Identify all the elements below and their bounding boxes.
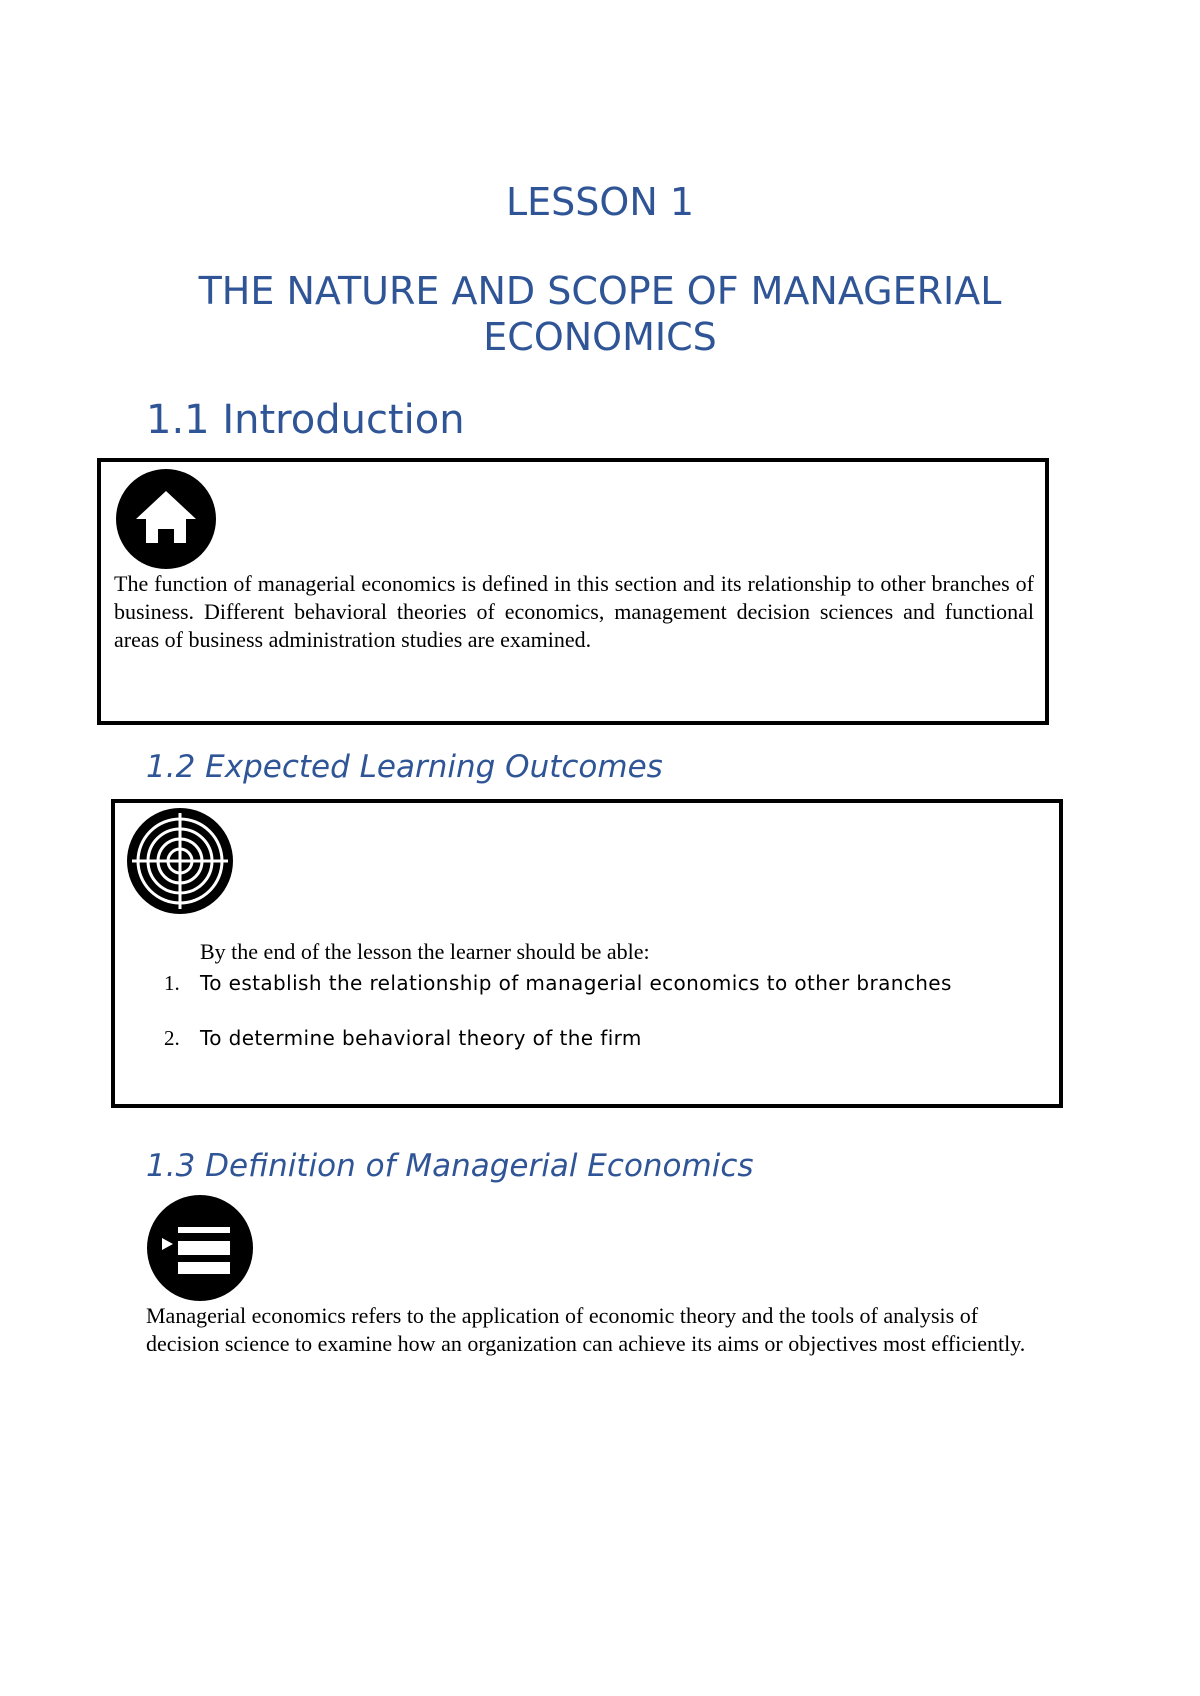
document-title-line-2: ECONOMICS	[483, 315, 717, 359]
list-icon	[146, 1194, 254, 1302]
outcomes-heading: 1.2 Expected Learning Outcomes	[146, 749, 663, 785]
outcome-item-2	[164, 1025, 642, 1051]
home-icon	[114, 467, 218, 571]
introduction-heading: 1.1 Introduction	[146, 397, 465, 443]
lesson-label: LESSON 1	[505, 180, 694, 224]
target-icon	[126, 807, 234, 915]
outcome-number: 1.	[164, 971, 180, 995]
outcome-text: To establish the relationship of managerial economics to other branches	[200, 971, 952, 995]
document-title-line-1: THE NATURE AND SCOPE OF MANAGERIAL	[198, 269, 1002, 313]
definition-heading: 1.3 Definition of Managerial Economics	[146, 1148, 754, 1184]
definition-text: Managerial economics refers to the application of economic theory and the tools of analysis of decision science to examine how an organization can achieve its aims or objectives most efficiently.	[146, 1303, 1026, 1356]
document-title	[100, 268, 1100, 360]
outcome-text: To determine behavioral theory of the firm	[200, 1026, 642, 1050]
outcomes-intro: By the end of the lesson the learner should be able:	[200, 939, 650, 964]
outcome-number: 2.	[164, 1026, 180, 1050]
introduction-text: The function of managerial economics is defined in this section and its relationship to other branches of business. Different behavioral theories of economics, management decision sciences and functional areas of business administration studies are examined.	[114, 571, 1034, 652]
outcome-item-1	[164, 970, 952, 996]
